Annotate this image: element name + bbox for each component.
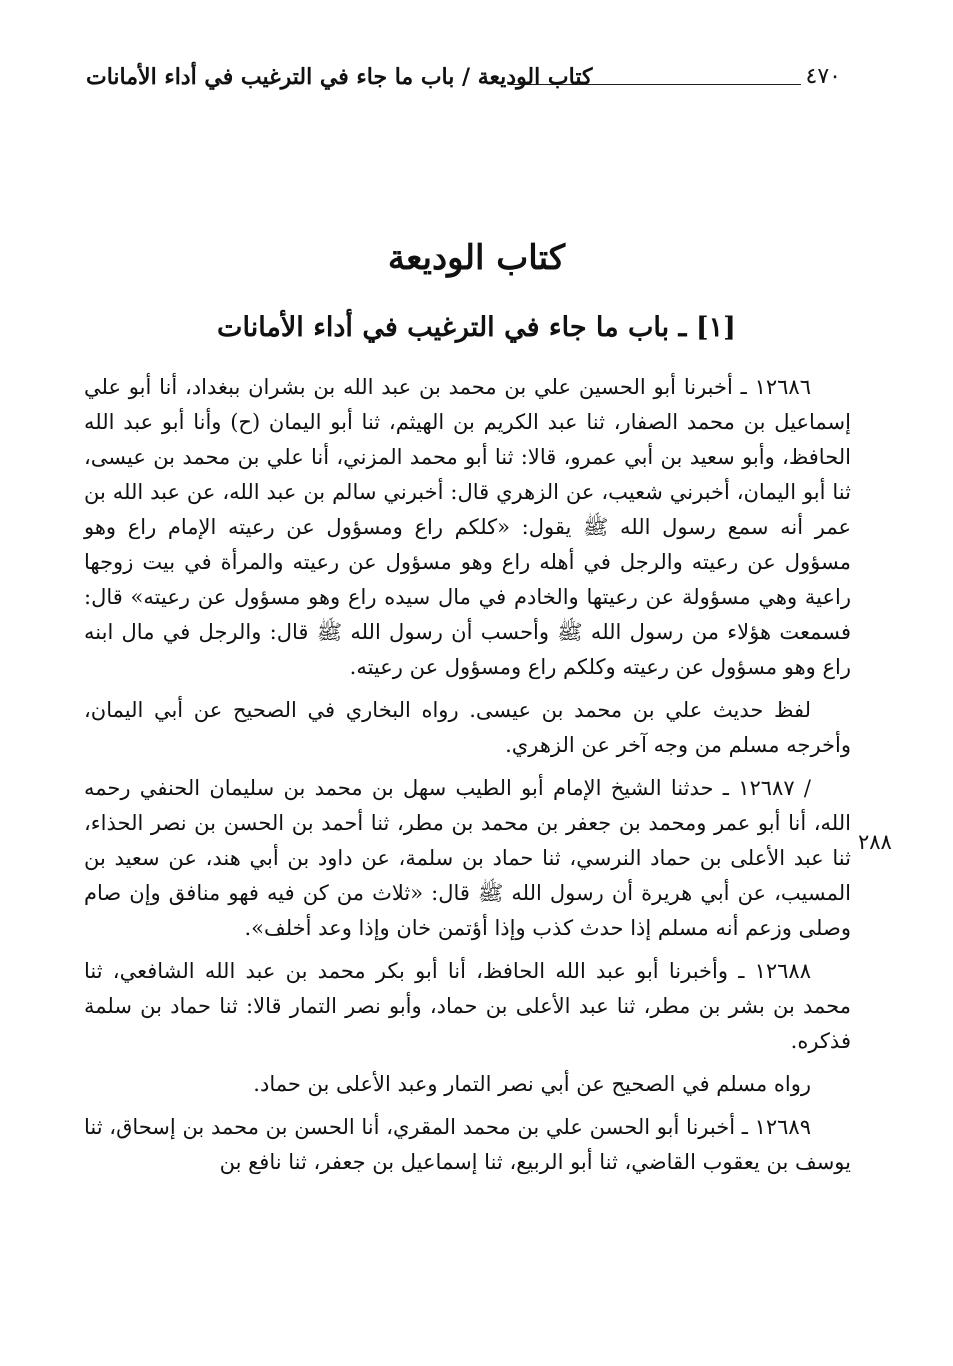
body-text bbox=[84, 370, 851, 1188]
commentary-paragraph: لفظ حديث علي بن محمد بن عيسى. رواه البخاري في الصحيح عن أبي اليمان، وأخرجه مسلم من وجه آخر عن الزهري. bbox=[84, 698, 851, 757]
hadith-paragraph: ١٢٦٨٦ ـ أخبرنا أبو الحسين علي بن محمد بن عبد الله بن بشران ببغداد، أنا أبو علي إسماعيل بن محمد الصفار، ثنا عبد الكريم بن الهيثم، ثنا أبو اليمان (ح) وأنا أبو عبد الله الحافظ، وأبو سعيد بن أبي عمرو، قالا: ثنا أبو محمد المزني، أنا علي بن محمد بن عيسى، ثنا أبو اليمان، أخبرني شعيب، عن الزهري قال: أخبرني سالم بن عبد الله، عن عبد الله بن عمر أنه سمع رسول الله ﷺ يقول: «كلكم راع ومسؤول عن رعيته الإمام راع وهو مسؤول عن رعيته والرجل في أهله راع وهو مسؤول عن رعيته والمرأة في بيت زوجها راعية وهي مسؤولة عن رعيتها والخادم في مال سيده راع وهو مسؤول عن رعيته» قال: فسمعت هؤلاء من رسول الله ﷺ وأحسب أن رسول الله ﷺ قال: والرجل في مال ابنه راع وهو مسؤول عن رعيته وكلكم راع ومسؤول عن رعيته. bbox=[84, 375, 851, 679]
hadith-paragraph: ١٢٦٨٩ ـ أخبرنا أبو الحسن علي بن محمد المقري، أنا الحسن بن محمد بن إسحاق، ثنا يوسف بن يعقوب القاضي، ثنا أبو الربيع، ثنا إسماعيل بن جعفر، ثنا نافع بن bbox=[84, 1115, 851, 1174]
book-title: كتاب الوديعة bbox=[387, 238, 566, 278]
hadith-paragraph: / ١٢٦٨٧ ـ حدثنا الشيخ الإمام أبو الطيب سهل بن محمد بن سليمان الحنفي رحمه الله، أنا أبو عمر ومحمد بن جعفر بن محمد بن مطر، ثنا أحمد بن الحسن بن نصر الحذاء، ثنا عبد الأعلى بن حماد النرسي، ثنا حماد بن سلمة، عن داود بن أبي هند، عن سعيد بن المسيب، عن أبي هريرة أن رسول الله ﷺ قال: «ثلاث من كن فيه فهو منافق وإن صام وصلى وزعم أنه مسلم إذا حدث كذب وإذا أؤتمن خان وإذا وعد أخلف». bbox=[84, 776, 851, 940]
running-header bbox=[86, 62, 841, 102]
commentary-paragraph: رواه مسلم في الصحيح عن أبي نصر التمار وعبد الأعلى بن حماد. bbox=[253, 1072, 811, 1096]
page-number: ٤٧٠ bbox=[805, 64, 841, 89]
chapter-title: [١] ـ باب ما جاء في الترغيب في أداء الأمانات bbox=[217, 312, 736, 343]
hadith-paragraph: ١٢٦٨٨ ـ وأخبرنا أبو عبد الله الحافظ، أنا أبو بكر محمد بن عبد الله الشافعي، ثنا محمد بن بشر بن مطر، ثنا عبد الأعلى بن حماد، وأبو نصر التمار قالا: ثنا حماد بن سلمة فذكره. bbox=[84, 959, 851, 1053]
running-header-title: كتاب الوديعة / باب ما جاء في الترغيب في أداء الأمانات bbox=[86, 64, 593, 90]
margin-page-reference: ٢٨٨ bbox=[858, 830, 892, 854]
